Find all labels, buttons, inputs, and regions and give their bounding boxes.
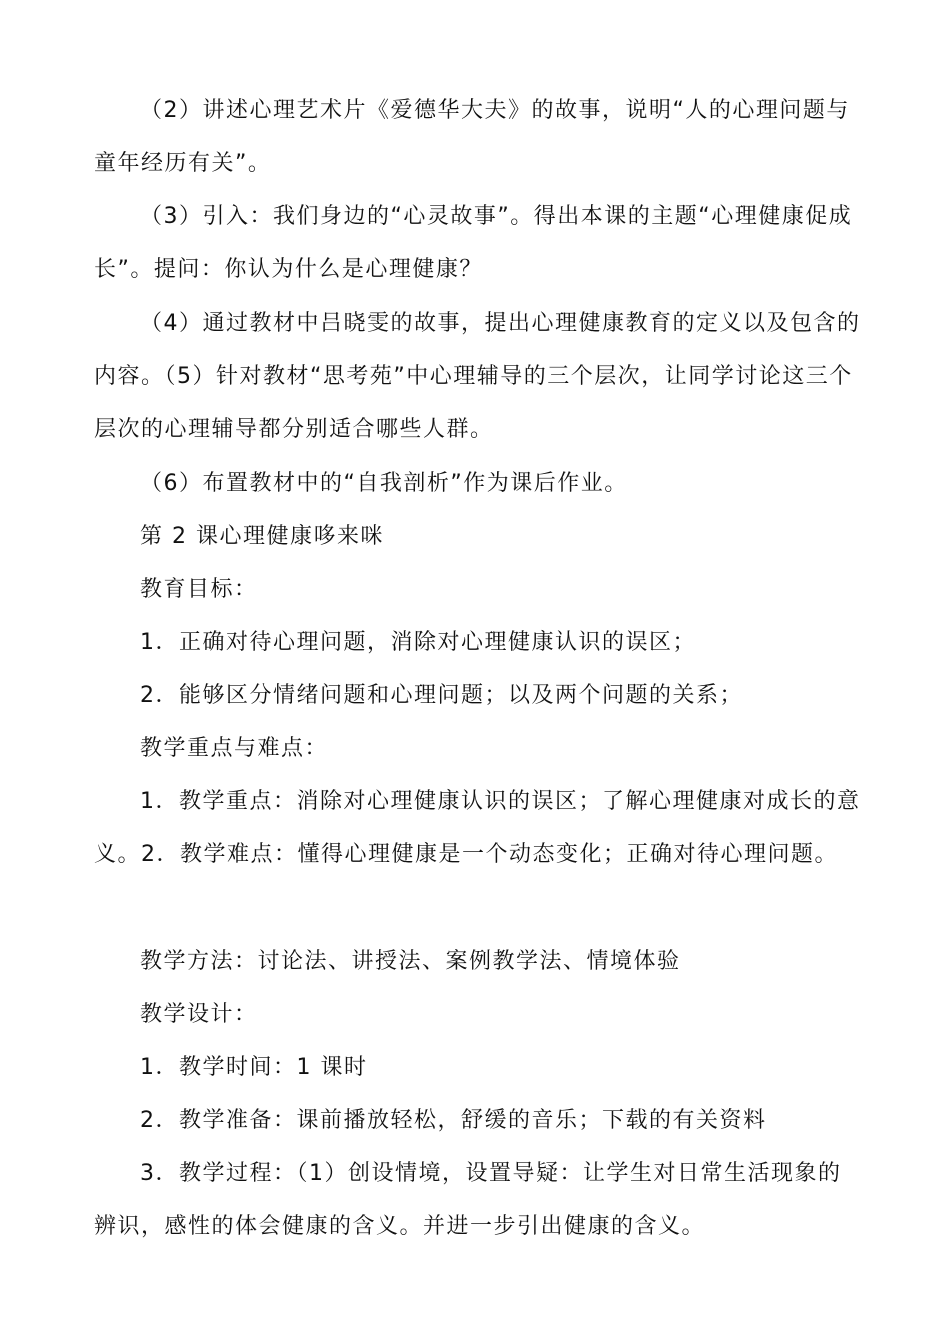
paragraph-introduction: （3）引入：我们身边的“心灵故事”。得出本课的主题“心理健康促成长”。提问：你认为什么是心理健康？ <box>94 204 853 282</box>
objective-item-1: 1．正确对待心理问题，消除对心理健康认识的误区； <box>140 630 696 655</box>
paragraph-homework: （6）布置教材中的“自我剖析”作为课后作业。 <box>140 471 628 496</box>
teaching-process: 3．教学过程：（1）创设情境，设置导疑：让学生对日常生活现象的辨识，感性的体会健康的含义。并进一步引出健康的含义。 <box>94 1161 842 1239</box>
teaching-design-heading: 教学设计： <box>140 1002 258 1027</box>
paragraph-definition-discussion: （4）通过教材中吕晓雯的故事，提出心理健康教育的定义以及包含的内容。（5）针对教材“思考苑”中心理辅导的三个层次，让同学讨论这三个层次的心理辅导都分别适合哪些人群。 <box>94 311 861 442</box>
key-points-heading: 教学重点与难点： <box>140 736 329 761</box>
key-points-content: 1．教学重点：消除对心理健康认识的误区；了解心理健康对成长的意义。2．教学难点：懂得心理健康是一个动态变化；正确对待心理问题。 <box>94 789 861 867</box>
teaching-time: 1．教学时间：1 课时 <box>140 1055 368 1080</box>
objectives-heading: 教育目标： <box>140 577 258 602</box>
teaching-methods: 教学方法：讨论法、讲授法、案例教学法、情境体验 <box>140 949 681 974</box>
paragraph-story-edward: （2）讲述心理艺术片《爱德华大夫》的故事，说明“人的心理问题与童年经历有关”。 <box>94 98 850 176</box>
lesson-2-title: 第 2 课心理健康哆来咪 <box>140 524 384 549</box>
objective-item-2: 2．能够区分情绪问题和心理问题；以及两个问题的关系； <box>140 683 743 708</box>
teaching-preparation: 2．教学准备：课前播放轻松，舒缓的音乐；下载的有关资料 <box>140 1108 767 1133</box>
